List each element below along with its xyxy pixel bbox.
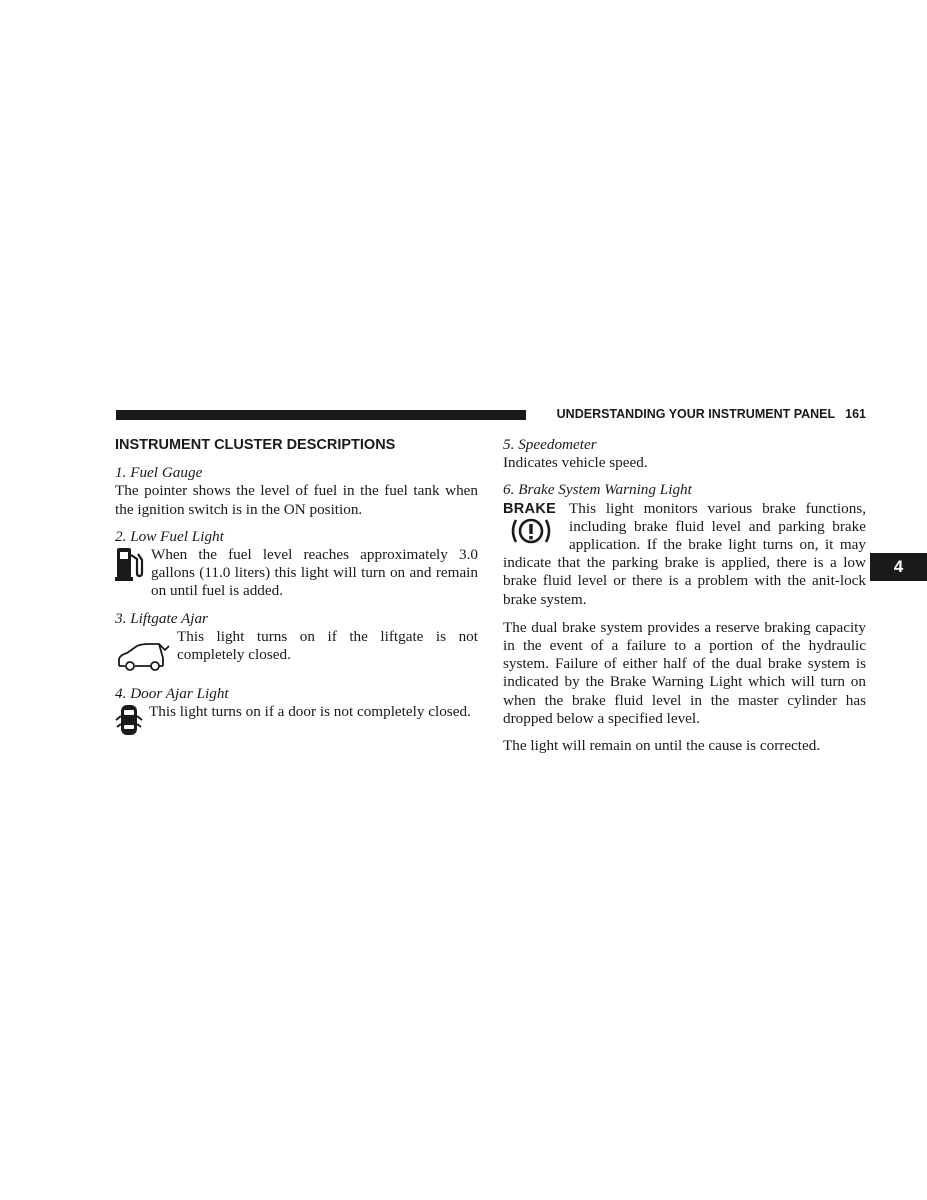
item-heading: 1. Fuel Gauge — [115, 464, 203, 482]
item-heading: 5. Speedometer — [503, 436, 597, 453]
item-heading: 3. Liftgate Ajar — [115, 609, 208, 627]
item-heading: 2. Low Fuel Light — [115, 527, 224, 545]
item-text: Indicates vehicle speed. — [503, 454, 648, 472]
item-liftgate-ajar — [115, 610, 478, 676]
item-speedometer — [503, 436, 866, 472]
item-heading: 4. Door Ajar Light — [115, 684, 229, 702]
item-text: When the fuel level reaches approximately 3.0 gallons (11.0 liters) this light will turn on and remain on until fuel is added. — [151, 546, 478, 600]
right-column — [503, 436, 866, 755]
door-ajar-icon — [115, 703, 143, 739]
exclamation-circle-icon — [509, 516, 553, 546]
liftgate-ajar-icon — [115, 636, 171, 676]
item-heading: 6. Brake System Warning Light — [503, 481, 692, 499]
brake-system-paragraph: The dual brake system provides a reserve braking capacity in the event of a failure to a portion of the hydraulic system. Failure of either half of the dual brake system is indicated by the Brake Warning Light which will turn on when the brake fluid level in the master cylinder has dropped below a specified level. — [503, 618, 866, 727]
item-text: This light turns on if a door is not completely closed. — [149, 703, 471, 721]
left-column — [115, 436, 478, 748]
item-text: This light turns on if the liftgate is not completely closed. — [177, 627, 478, 664]
item-fuel-gauge — [115, 464, 478, 519]
brake-light-paragraph: The light will remain on until the cause is corrected. — [503, 737, 821, 755]
fuel-pump-icon — [115, 546, 145, 584]
item-low-fuel-light — [115, 528, 478, 601]
page-number: 161 — [845, 407, 866, 421]
brake-icon-label: BRAKE — [503, 500, 557, 517]
header-title: UNDERSTANDING YOUR INSTRUMENT PANEL — [556, 407, 836, 421]
item-text: The pointer shows the level of fuel in the fuel tank when the ignition switch is in the ON position. — [115, 482, 478, 518]
section-title: INSTRUMENT CLUSTER DESCRIPTIONS — [115, 437, 396, 453]
brake-warning-icon — [503, 500, 561, 550]
running-header — [536, 407, 866, 421]
item-door-ajar-light — [115, 685, 478, 739]
item-text: This light monitors various brake functions, including brake fluid level and parking brake application. If the brake light turns on, it may indicate that the parking brake is applied, there is a low brake fluid level or there is a problem with the anit-lock brake system. — [503, 499, 866, 608]
chapter-tab: 4 — [870, 553, 927, 581]
item-brake-warning-light — [503, 481, 866, 608]
header-rule — [116, 410, 526, 420]
